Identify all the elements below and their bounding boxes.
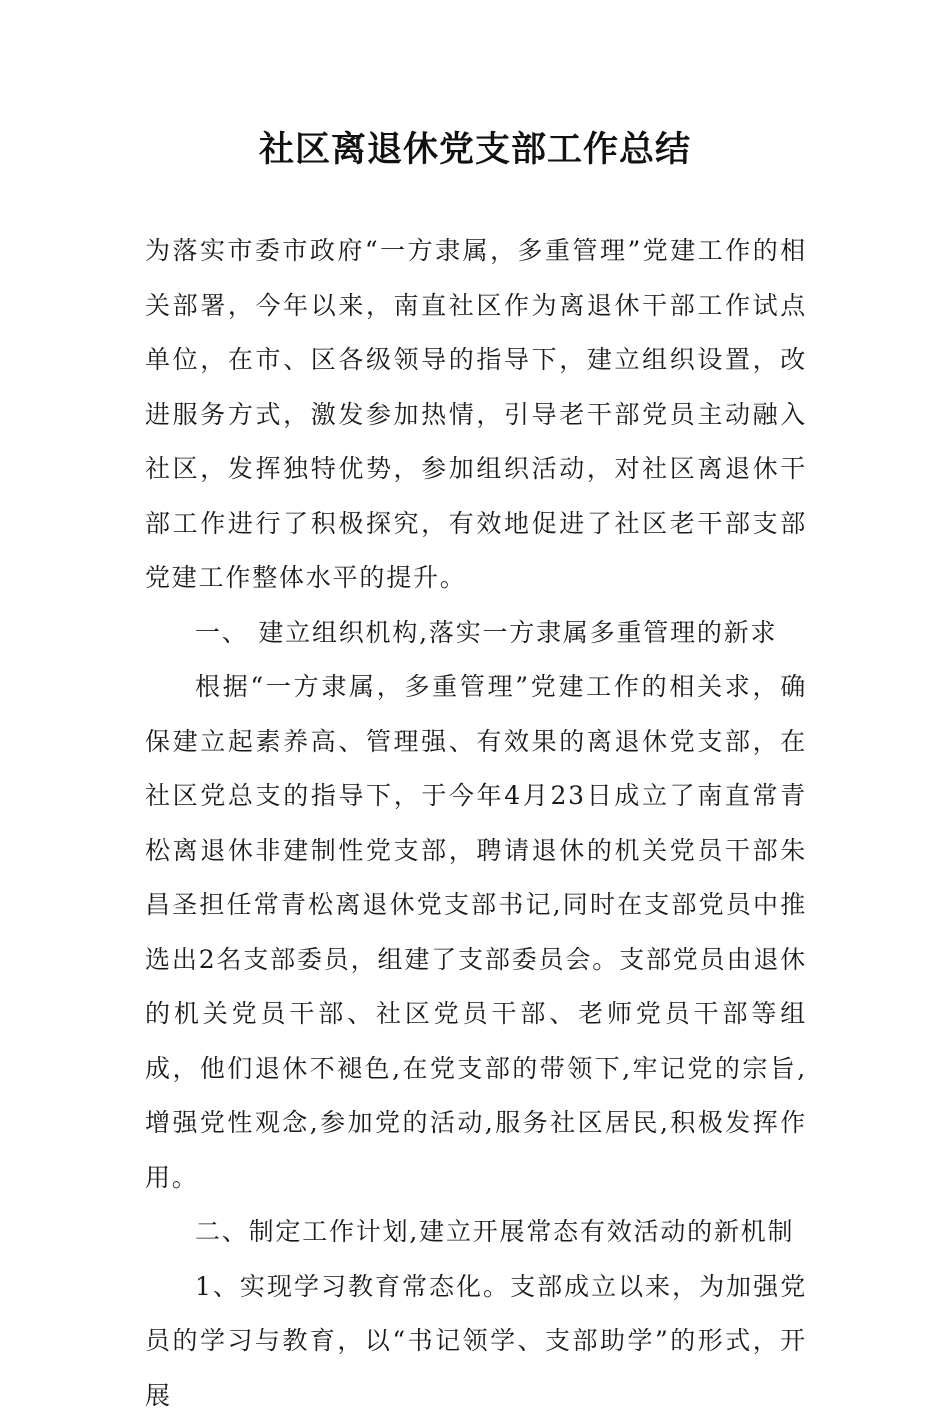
- page-title: 社区离退休党支部工作总结: [0, 124, 950, 176]
- document-body: [145, 224, 807, 1423]
- section-heading-1: 一、 建立组织机构,落实一方隶属多重管理的新求: [145, 606, 807, 661]
- section-1-paragraph: 根据“一方隶属，多重管理”党建工作的相关求，确保建立起素养高、管理强、有效果的离退休党支部，在社区党总支的指导下，于今年4月23日成立了南直常青松离退休非建制性党支部，聘请退休的机关党员干部朱昌圣担任常青松离退休党支部书记,同时在支部党员中推选出2名支部委员，组建了支部委员会。支部党员由退休的机关党员干部、社区党员干部、老师党员干部等组成，他们退休不褪色,在党支部的带领下,牢记党的宗旨,增强党性观念,参加党的活动,服务社区居民,积极发挥作用。: [145, 660, 807, 1205]
- intro-paragraph: 为落实市委市政府“一方隶属，多重管理”党建工作的相关部署，今年以来，南直社区作为离退休干部工作试点单位，在市、区各级领导的指导下，建立组织设置，改进服务方式，激发参加热情，引导老干部党员主动融入社区，发挥独特优势，参加组织活动，对社区离退休干部工作进行了积极探究，有效地促进了社区老干部支部党建工作整体水平的提升。: [145, 224, 807, 606]
- section-heading-2: 二、制定工作计划,建立开展常态有效活动的新机制: [145, 1205, 807, 1260]
- section-2-paragraph: 1、实现学习教育常态化。支部成立以来，为加强党员的学习与教育，以“书记领学、支部助学”的形式，开展: [145, 1260, 807, 1423]
